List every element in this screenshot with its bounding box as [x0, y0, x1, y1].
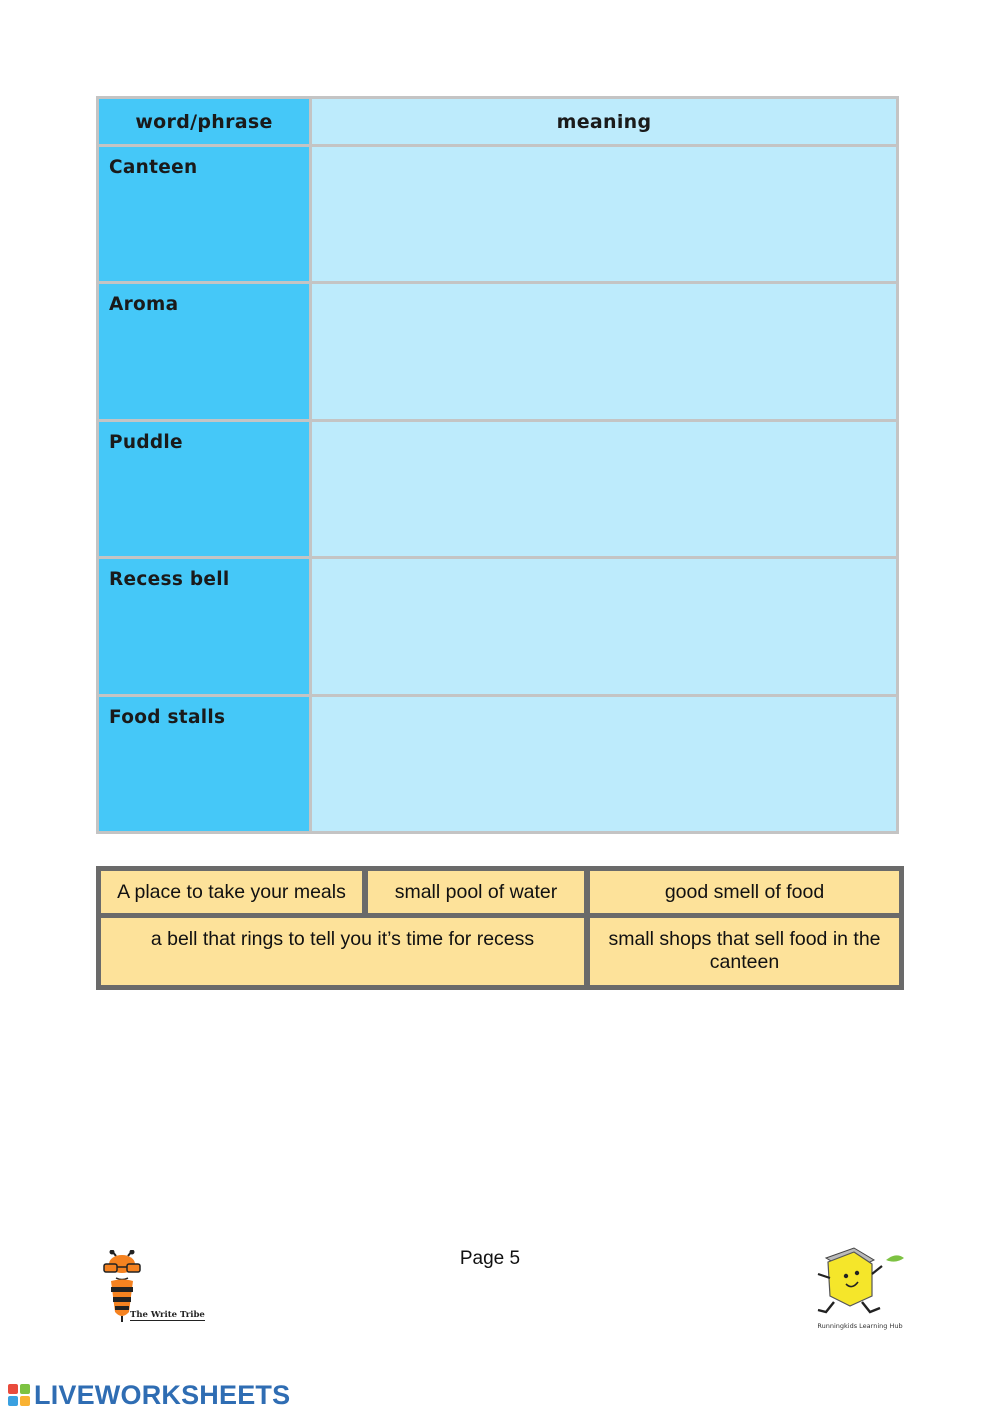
liveworksheets-brand [8, 1380, 290, 1410]
liveworksheets-icon [8, 1384, 30, 1406]
write-tribe-logo [98, 1250, 208, 1330]
page-number: Page 5 [459, 1248, 521, 1269]
meaning-drop-zone-recess-bell[interactable] [312, 559, 896, 693]
word-canteen: Canteen [99, 147, 309, 281]
header-meaning: meaning [312, 99, 896, 144]
word-recess-bell: Recess bell [99, 559, 309, 693]
running-book-icon [810, 1244, 910, 1322]
runningkids-logo [810, 1244, 910, 1344]
meaning-input-food-stalls[interactable] [312, 697, 896, 831]
word-bank-card[interactable]: small shops that sell food in the canteen [590, 918, 899, 985]
word-bank-card[interactable]: a bell that rings to tell you it’s time for recess [101, 918, 584, 985]
word-aroma: Aroma [99, 284, 309, 418]
word-bank [96, 866, 904, 990]
meaning-drop-zone-aroma[interactable] [312, 284, 896, 418]
word-bank-card[interactable]: A place to take your meals [101, 871, 362, 913]
brand-text: LIVEWORKSHEETS [34, 1379, 291, 1410]
word-food-stalls: Food stalls [99, 697, 309, 831]
meaning-drop-zone-food-stalls[interactable] [312, 697, 896, 831]
meaning-input-puddle[interactable] [312, 422, 896, 556]
left-logo-caption: The Write Tribe [130, 1310, 205, 1320]
word-bank-card[interactable]: small pool of water [368, 871, 584, 913]
vocabulary-table [96, 96, 899, 834]
meaning-drop-zone-canteen[interactable] [312, 147, 896, 281]
meaning-input-aroma[interactable] [312, 284, 896, 418]
meaning-input-recess-bell[interactable] [312, 559, 896, 693]
right-logo-caption: Runningkids Learning Hub [817, 1322, 903, 1330]
meaning-input-canteen[interactable] [312, 147, 896, 281]
word-puddle: Puddle [99, 422, 309, 556]
meaning-drop-zone-puddle[interactable] [312, 422, 896, 556]
header-word-phrase: word/phrase [99, 99, 309, 144]
word-bank-card[interactable]: good smell of food [590, 871, 899, 913]
